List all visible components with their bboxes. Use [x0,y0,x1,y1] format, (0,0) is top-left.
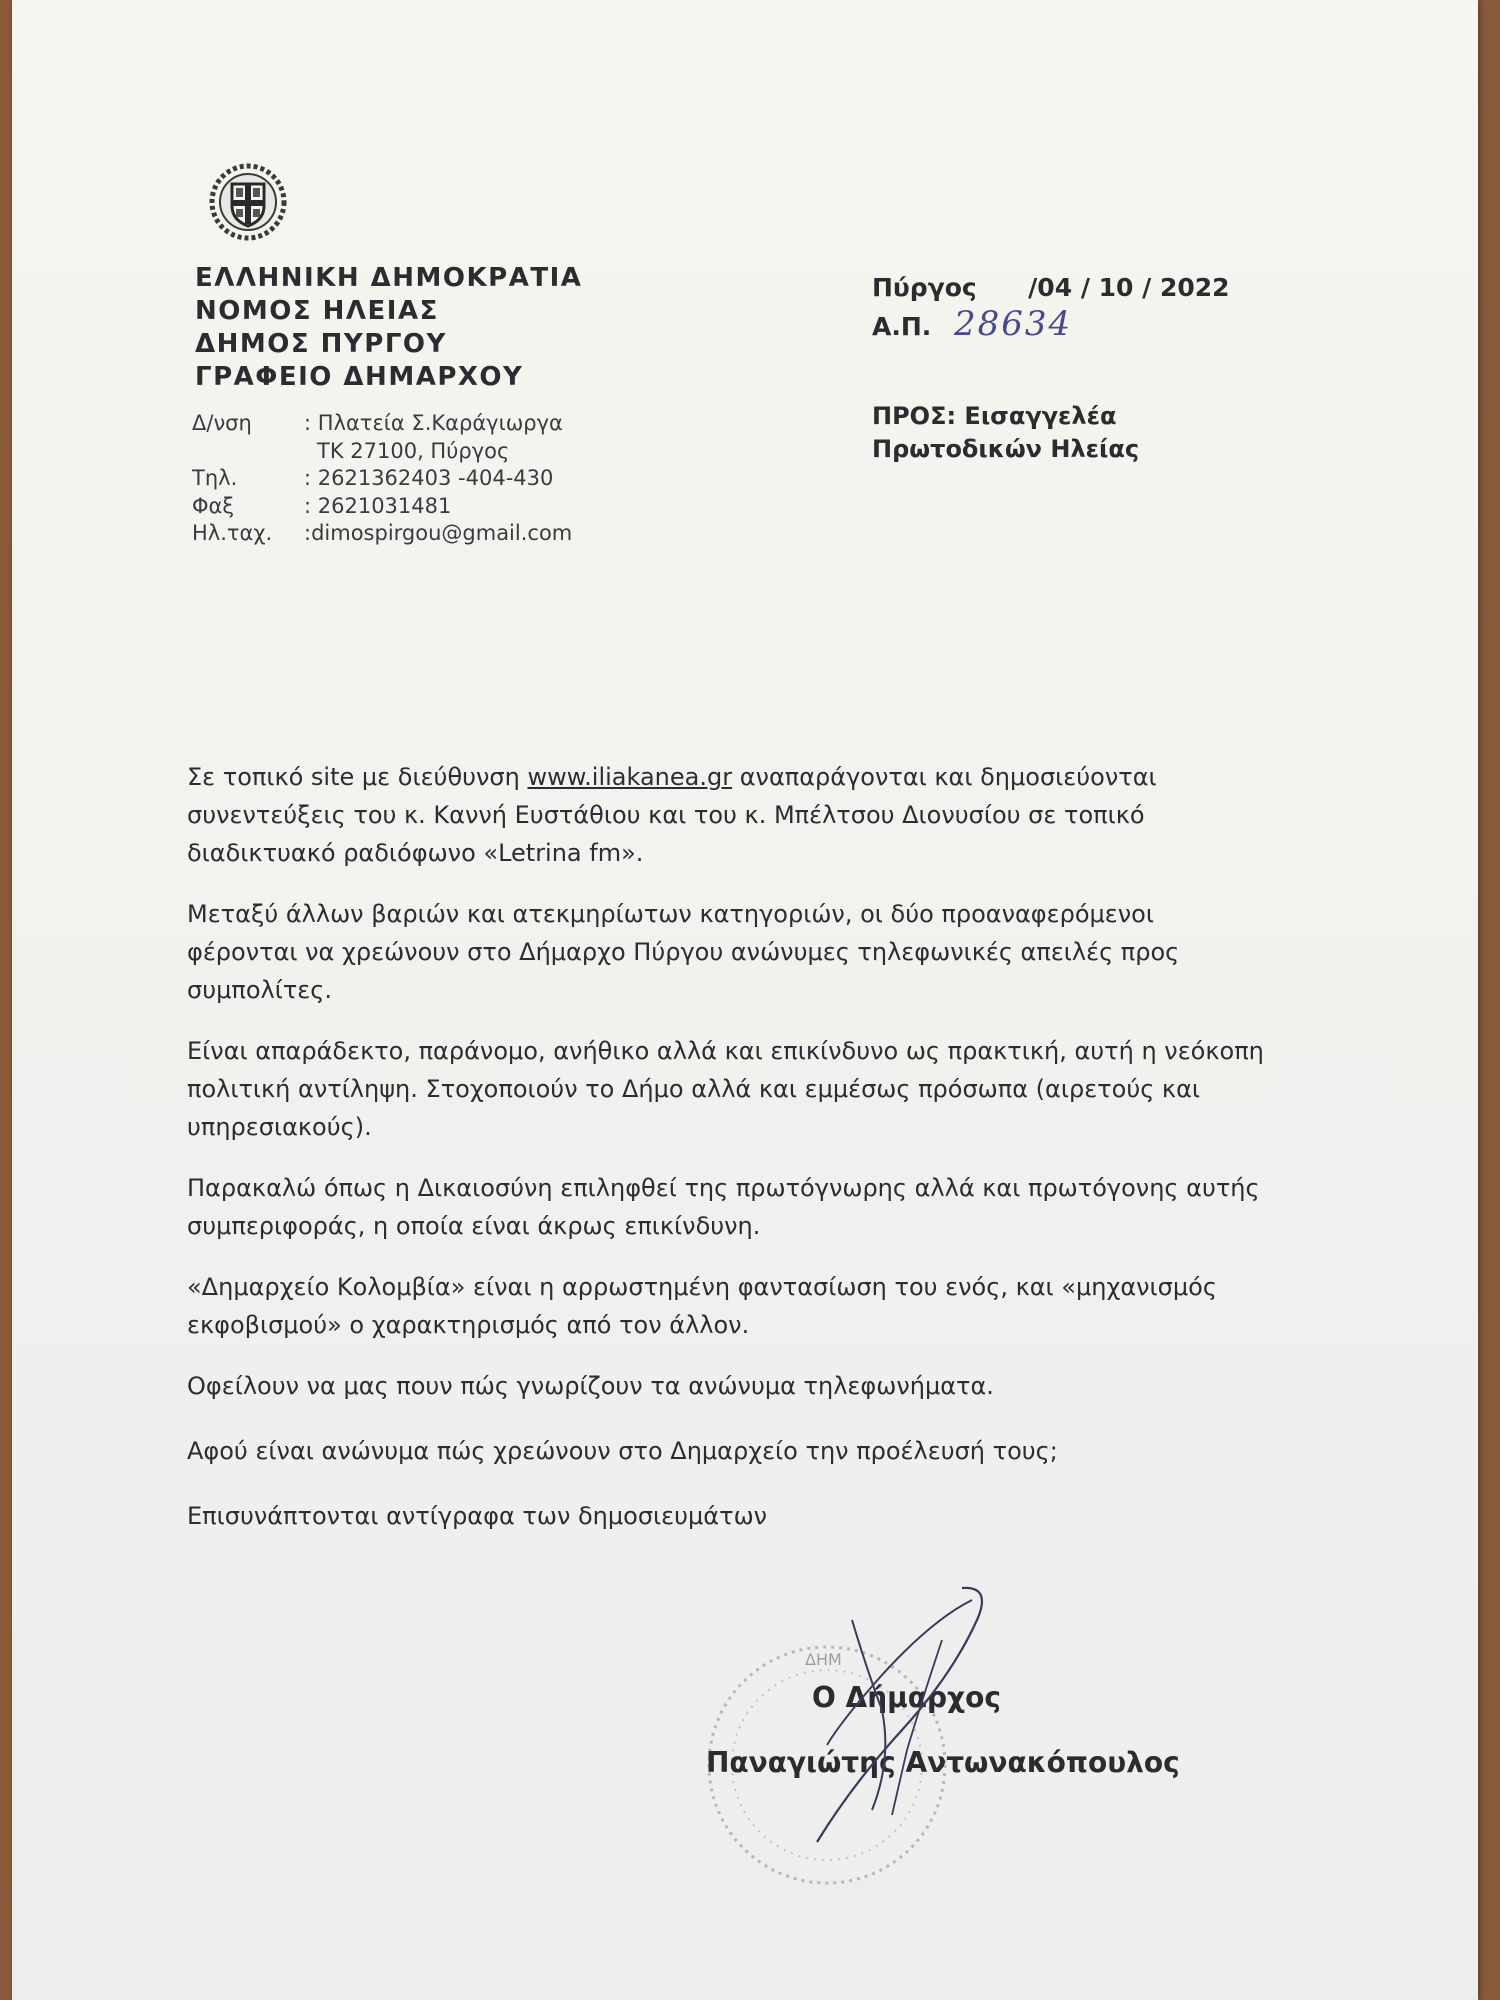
body-paragraph: Οφείλουν να μας πουν πώς γνωρίζουν τα ανώνυμα τηλεφωνήματα. [187,1372,994,1400]
stamp-text: ΔΗΜ [805,1650,842,1669]
date-place: Πύργος [872,273,977,302]
body-text-segment: Σε τοπικό site με διεύθυνση [187,763,528,791]
header-line: ΔΗΜΟΣ ΠΥΡΓΟΥ [195,329,447,359]
address-row [192,410,572,438]
address-value-2: ΤΚ 27100, Πύργος [317,438,510,463]
fax-value: : 2621031481 [304,493,452,518]
header-line: ΕΛΛΗΝΙΚΗ ΔΗΜΟΚΡΑΤΙΑ [195,263,583,293]
recipient-line: ΠΡΟΣ: Εισαγγελέα [872,402,1117,430]
phone-label: Τηλ. [192,466,238,490]
body-paragraph: Είναι απαράδεκτο, παράνομο, ανήθικο αλλά και επικίνδυνο ως πρακτική, αυτή η νεόκοπη πολιτική αντίληψη. Στοχοποιούν το Δήμο αλλά και εμμέσως πρόσωπα (αιρετούς και υπηρεσιακούς). [187,1037,1264,1141]
issuer-header [195,262,582,394]
address-value: : Πλατεία Σ.Καράγιωργα [304,411,563,435]
body-paragraph: Παρακαλώ όπως η Δικαιοσύνη επιληφθεί της πρωτόγνωρης αλλά και πρωτόγονης αυτής συμπεριφοράς, η οποία είναι άκρως επικίνδυνη. [187,1174,1260,1240]
body-paragraph: Αφού είναι ανώνυμα πώς χρεώνουν στο Δημαρχείο την προέλευσή τους; [187,1437,1058,1465]
contact-details [192,410,572,548]
email-row [192,520,572,548]
signatory-title: Ο Δήμαρχος [812,1681,1001,1714]
body-paragraph: Επισυνάπτονται αντίγραφα των δημοσιευμάτων [187,1502,768,1530]
greek-coat-of-arms-emblem [208,162,288,242]
address-row-2 [192,438,572,466]
date-line [872,270,1230,306]
protocol-number-handwritten: 28634 [953,304,1073,344]
recipient-line: Πρωτοδικών Ηλείας [872,435,1140,463]
date-month: / 10 [1080,273,1134,302]
signatory-name: Παναγιώτης Αντωνακόπουλος [706,1746,1180,1779]
fax-row [192,493,572,521]
fax-label: Φαξ [192,493,235,518]
header-line: ΓΡΑΦΕΙΟ ΔΗΜΑΡΧΟΥ [195,362,524,392]
date-year: / 2022 [1142,273,1230,302]
body-paragraph: «Δημαρχείο Κολομβία» είναι η αρρωστημένη φαντασίωση του ενός, και «μηχανισμός εκφοβισμού» ο χαρακτηρισμός από τον άλλον. [187,1273,1217,1339]
phone-value: : 2621362403 -404-430 [304,466,554,490]
phone-row [192,465,572,493]
body-text-segment: αναπαράγονται και δημοσιεύονται συνεντεύξεις του κ. Καννή Ευστάθιου και του κ. Μπέλτσου Διονυσίου σε τοπικό διαδικτυακό ραδιόφωνο «Letrina fm». [187,763,1157,867]
date-block [872,270,1230,345]
letter-page [12,0,1478,2000]
date-day: /04 [1028,273,1073,302]
body-paragraph [187,758,1267,872]
handwritten-signature [732,1580,1032,1850]
letter-body [187,758,1267,1562]
address-label: Δ/νση [192,411,252,435]
email-label: Ηλ.ταχ. [192,521,273,545]
body-paragraph: Μεταξύ άλλων βαριών και ατεκμηρίωτων κατηγοριών, οι δύο προαναφερόμενοι φέρονται να χρεώνουν στο Δήμαρχο Πύργου ανώνυμες τηλεφωνικές απειλές προς συμπολίτες. [187,900,1180,1004]
protocol-label: Α.Π. [872,312,932,341]
site-link[interactable]: www.iliakanea.gr [527,763,733,791]
header-line: ΝΟΜΟΣ ΗΛΕΙΑΣ [195,296,439,326]
recipient-block [872,400,1139,466]
protocol-line [872,306,1230,345]
email-value: :dimospirgou@gmail.com [304,521,573,545]
